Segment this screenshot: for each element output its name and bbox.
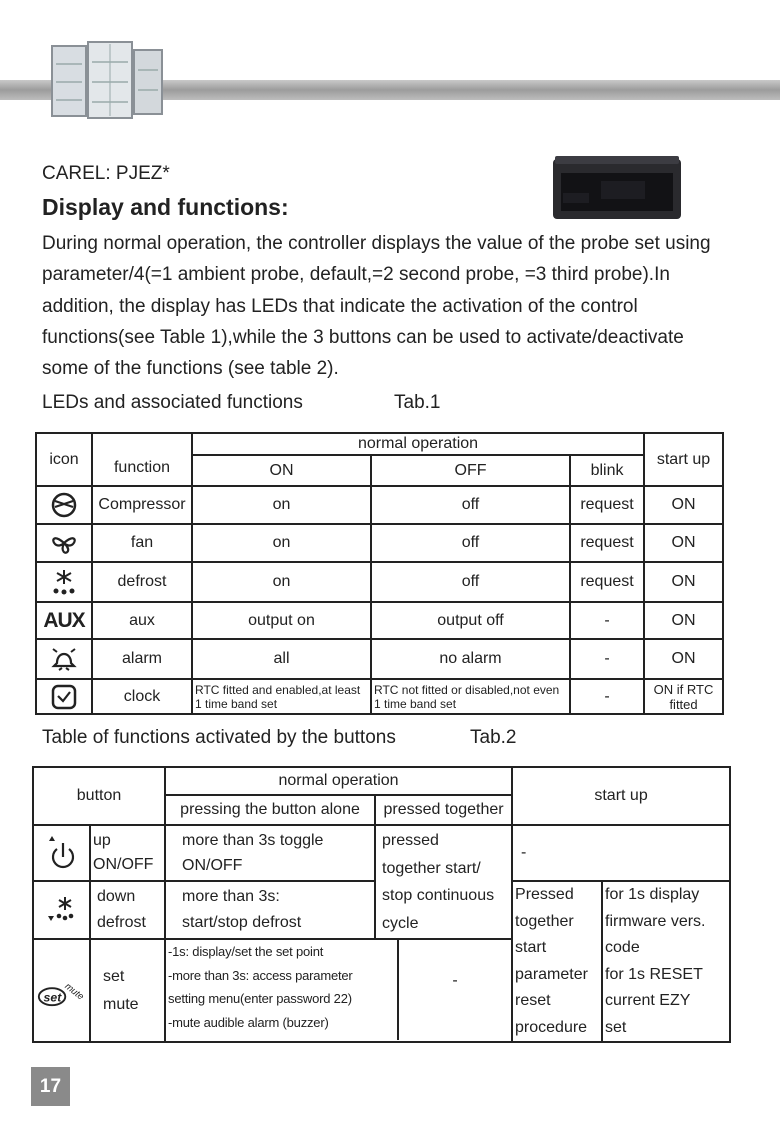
set-alone-text: -more than 3s: access parameter [168,967,353,983]
start-up-text: parameter [515,965,588,983]
start-cell: ON if RTC fitted [644,679,723,714]
on-cell: on [192,524,371,562]
start-cell: ON [644,486,723,524]
svg-text:mute: mute [62,980,86,1003]
set-alone-text: setting menu(enter password 22) [168,991,352,1007]
off-cell: off [371,562,570,602]
down-alone-text: more than 3s: [182,888,280,906]
together-text: together start/ [382,859,481,877]
up-alone-text: more than 3s toggle [182,832,324,849]
start-up-text: current EZY [605,992,691,1009]
function-cell: clock [92,679,192,714]
together-text: pressed [382,832,439,850]
start-up-text: procedure [515,1018,588,1036]
off-cell: off [371,486,570,524]
tab1-caption: LEDs and associated functions [42,392,303,413]
function-cell: Compressor [92,486,192,524]
controller-device-image [551,153,683,223]
start-cell: ON [644,639,723,679]
header-pressed-together: pressed together [375,795,512,825]
off-cell: output off [371,602,570,639]
function-cell: aux [92,602,192,639]
start-up-up: - [512,825,730,881]
header-pressing-alone: pressing the button alone [165,795,375,825]
alarm-icon [51,645,77,673]
clock-icon [51,684,77,710]
start-up-text: for 1s RESET [605,965,703,983]
tab2-label: Tab.2 [470,727,517,748]
table-row [33,825,730,881]
table-row [36,562,723,602]
off-cell: no alarm [371,639,570,679]
header-off: OFF [371,455,570,486]
aux-icon: AUX [43,608,85,632]
header-function: function [92,433,192,486]
start-up-text: together [515,912,574,930]
together-text: cycle [382,914,419,932]
together-text: stop continuous [382,887,495,905]
table-row [36,524,723,562]
defrost-icon [50,568,78,596]
blink-cell: request [570,524,644,562]
table-row [36,639,723,679]
header-start-up: start up [512,767,730,825]
svg-text:set: set [43,990,62,1005]
button-up-label: up [93,832,111,849]
start-cell: ON [644,602,723,639]
button-onoff-label: ON/OFF [93,856,154,873]
page-number: 17 [31,1067,70,1106]
header-blink: blink [570,455,644,486]
led-functions-table [35,432,724,715]
table-row [36,602,723,639]
header-icon: icon [36,433,92,486]
set-together-cell: - [452,972,458,990]
start-up-text: set [605,1018,627,1036]
header-normal-operation: normal operation [192,433,644,455]
on-cell: RTC fitted and enabled,at least 1 time band set [192,679,371,714]
brand-label: CAREL: PJEZ* [42,163,170,184]
off-cell: RTC not fitted or disabled,not even 1 time band set [371,679,570,714]
fan-icon [49,530,79,556]
start-up-text: reset [515,992,551,1009]
compressor-icon [51,492,77,518]
button-defrost-label: defrost [97,914,146,932]
set-alone-text: -1s: display/set the set point [168,944,324,960]
power-icon [45,833,79,873]
tab1-label: Tab.1 [394,392,441,413]
function-cell: fan [92,524,192,562]
button-functions-table [32,766,731,1043]
blink-cell: - [570,639,644,679]
button-mute-label: mute [103,995,139,1013]
blink-cell: request [570,486,644,524]
start-up-text: Pressed [515,886,574,903]
header-on: ON [192,455,371,486]
on-cell: output on [192,602,371,639]
down-alone-text: start/stop defrost [182,914,302,932]
table-row [36,679,723,714]
on-cell: on [192,562,371,602]
start-cell: ON [644,524,723,562]
header-normal-operation: normal operation [165,767,512,795]
set-alone-text: -mute audible alarm (buzzer) [168,1014,329,1030]
up-alone-text: ON/OFF [182,857,243,874]
table-row [36,486,723,524]
start-up-text: firmware vers. [605,912,706,930]
start-up-text: start [515,939,547,956]
on-cell: all [192,639,371,679]
off-cell: off [371,524,570,562]
on-cell: on [192,486,371,524]
button-set-label: set [103,967,125,985]
defrost-icon [45,894,79,926]
set-mute-icon [36,963,87,1019]
blink-cell: request [570,562,644,602]
start-cell: ON [644,562,723,602]
button-down-label: down [97,888,136,906]
function-cell: alarm [92,639,192,679]
header-start-up: start up [644,433,723,486]
header-button: button [33,767,165,825]
intro-paragraph: During normal operation, the controller displays the value of the probe set using parameter/4(=1 ambient probe, default,=2 second probe, =3 third probe).In addition, the display has LEDs that indicate the activation of the control functions(see Table 1),while the 3 buttons can be used to activate/deactivate some of the functions (see table 2). [42,233,711,380]
start-up-text: code [605,939,640,956]
blink-cell: - [570,679,644,714]
section-title: Display and functions: [42,194,289,220]
function-cell: defrost [92,562,192,602]
tab2-caption: Table of functions activated by the buttons [42,727,396,748]
start-up-text: for 1s display [605,886,700,903]
refrigerator-display-image [48,40,166,122]
blink-cell: - [570,602,644,639]
